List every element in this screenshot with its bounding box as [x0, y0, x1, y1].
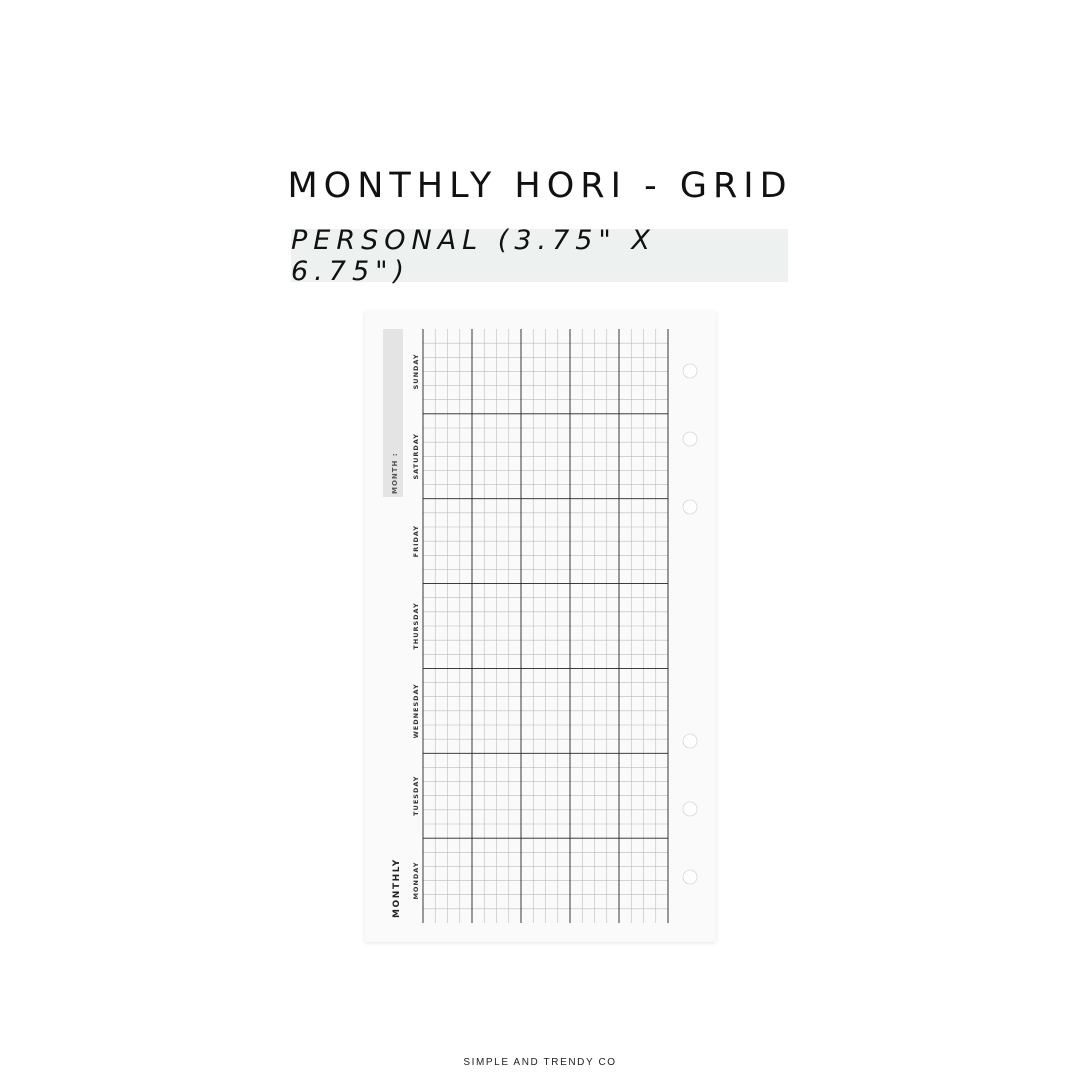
monthly-label: MONTHLY — [392, 858, 402, 918]
minor-grid-lines — [423, 329, 668, 923]
month-label: MONTH : — [391, 452, 399, 494]
day-label-wednesday: WEDNESDAY — [412, 683, 420, 739]
day-label-thursday: THURSDAY — [412, 602, 420, 650]
page-title: MONTHLY HORI - GRID — [287, 166, 793, 206]
day-label-sunday: SUNDAY — [412, 353, 420, 390]
size-banner — [291, 224, 788, 287]
binder-hole — [683, 364, 697, 378]
day-label-tuesday: TUESDAY — [412, 775, 420, 816]
planner-grid-svg — [365, 311, 716, 942]
binder-hole — [683, 802, 697, 816]
binder-hole — [683, 734, 697, 748]
binder-hole — [683, 500, 697, 514]
brand-footer: SIMPLE AND TRENDY CO — [463, 1057, 617, 1068]
day-label-monday: MONDAY — [412, 861, 420, 900]
binder-holes — [683, 364, 697, 884]
planner-sheet — [365, 311, 716, 942]
binder-hole — [683, 432, 697, 446]
day-label-friday: FRIDAY — [412, 524, 420, 558]
day-label-saturday: SATURDAY — [412, 433, 420, 480]
binder-hole — [683, 870, 697, 884]
size-subtitle: PERSONAL (3.75" X 6.75") — [291, 224, 656, 287]
day-labels — [412, 353, 420, 899]
